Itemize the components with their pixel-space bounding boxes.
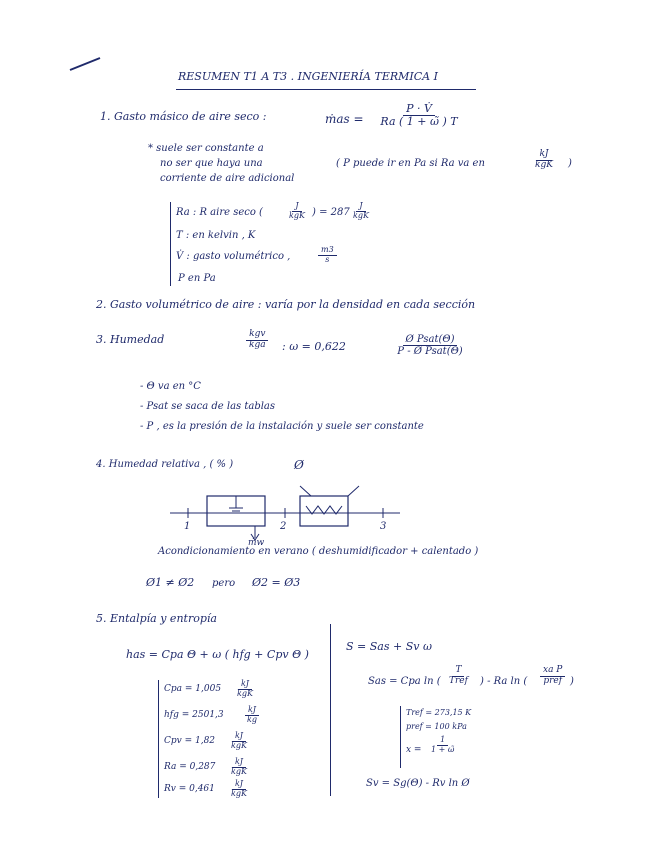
pen-stroke [70, 58, 100, 70]
s4-node-3: 3 [380, 521, 387, 532]
s1-note-2: no ser que haya una [160, 158, 263, 169]
s5-ref-bar [400, 706, 401, 768]
s5-pref: pref = 100 kPa [406, 722, 467, 731]
s1-p: P en Pa [178, 273, 216, 284]
s1-v: V̇ : gasto volumétrico , [176, 251, 291, 262]
s4-rel-1: Ø1 ≠ Ø2 [146, 576, 195, 589]
s3-bullet-1: - Θ va en °C [140, 381, 201, 392]
s4-node-2: 2 [280, 521, 287, 532]
s5-tref: Tref = 273,15 K [406, 708, 472, 717]
notes-page: RESUMEN T1 A T3 . INGENIERÍA TERMICA I 1. Gasto másico de aire seco : ṁas = $\frac{P \cdot V̇}{Ra ( 1 + \omegã ) T}$ * suele ser constante a no ser que haya una corriente de aire adicional ( P puede ir en Pa si Ra va en kJ kgK ) Ra : R aire seco ( J kgK ) = 287 J kgK T : en kelvin , K V̇ : gasto volumétrico , $\frac{m3}{s}$ P en Pa 2. Gasto volumétrico de aire : varía por la densidad en cada sección 3. Humedad kgv kga : ω = 0,622 Ø Psat(Θ) P - Ø Psat(Θ) - Θ va en °C - Psat se saca de las tablas - P , es la presión de la instalación y suele ser constante 4. Humedad relativa , ( % ) Ø 1 2 3 ṁw Acondicionamiento en verano ( deshumidificador + calentado ) Ø1 ≠ Ø2 pero Ø2 = Ø3 5. Entalpía y entropía has = Cpa Θ + ω ( hfg + Cpv Θ ) Cpa = 1,005 kJ kgK hfg = 2501,3 $\frac{kJ}{kg}$ Cpv = 1,82 kJ kgK Ra = 0,287 kJ kgK Rv = 0,461 kJ kgK S = Sas + Sv ω Sas = Cpa ln ( T Tref ) - Ra ln ( xa P pref ) Tref = 273,15 K pref = 100 kPa x = $\frac{1}{1 + \omegã}$ Sv = Sg(Θ) - Rv ln Ø [0, 0, 655, 848]
s5-sas: Sas = Cpa ln ( [368, 676, 441, 687]
s5-const-bar [158, 680, 159, 798]
s4-mw: ṁw [248, 538, 265, 548]
s1-note-unit: kJ kgK [535, 149, 553, 170]
s4-caption: Acondicionamiento en verano ( deshumidificador + calentado ) [158, 546, 479, 557]
s3-fraction: Ø Psat(Θ) P - Ø Psat(Θ) [397, 334, 463, 357]
s4-heading: 4. Humedad relativa , ( % ) [96, 459, 234, 470]
s5-sv-eq: Sv = Sg(Θ) - Rv ln Ø [366, 778, 470, 789]
s1-lhs: ṁas = [325, 112, 364, 126]
s3-bullet-2: - Psat se saca de las tablas [140, 401, 276, 412]
s1-note-3: corriente de aire adicional [160, 173, 295, 184]
s4-rel-mid: pero [212, 578, 236, 589]
s5-x: x = [406, 745, 422, 755]
s1-mass-fraction [364, 103, 474, 128]
heater-box [300, 496, 348, 526]
s1-note-right: ( P puede ir en Pa si Ra va en [336, 158, 485, 169]
title-underline [176, 89, 476, 90]
s5-heading: 5. Entalpía y entropía [96, 612, 217, 625]
s1-num: P · V̇ [403, 103, 435, 116]
s5-s-eq: S = Sas + Sv ω [346, 640, 432, 653]
s3-eq: : ω = 0,622 [282, 340, 346, 353]
s4-rel-2: Ø2 = Ø3 [252, 576, 301, 589]
s1-ra: Ra : R aire seco ( [176, 207, 263, 218]
heater-out [348, 486, 359, 496]
s5-h-eq: has = Cpa Θ + ω ( hfg + Cpv Θ ) [126, 648, 309, 661]
page-title: RESUMEN T1 A T3 . INGENIERÍA TERMICA I [178, 70, 438, 83]
s1-t: T : en kelvin , K [176, 230, 256, 241]
s2-text: 2. Gasto volumétrico de aire : varía por la densidad en cada sección [96, 298, 476, 311]
s1-legend-bar [170, 202, 171, 286]
s1-heading: 1. Gasto másico de aire seco : [100, 110, 267, 123]
s3-heading: 3. Humedad [96, 333, 165, 346]
s3-unit: kgv kga [246, 330, 269, 351]
s1-note-1: * suele ser constante a [148, 143, 264, 154]
s3-bullet-3: - P , es la presión de la instalación y suele ser constante [140, 421, 424, 432]
s4-symbol: Ø [294, 458, 304, 472]
s5-divider [330, 624, 331, 796]
s4-node-1: 1 [184, 521, 191, 532]
heater-in [300, 486, 311, 496]
s1-den: Ra ( 1 + ω̃ ) T [380, 115, 458, 129]
